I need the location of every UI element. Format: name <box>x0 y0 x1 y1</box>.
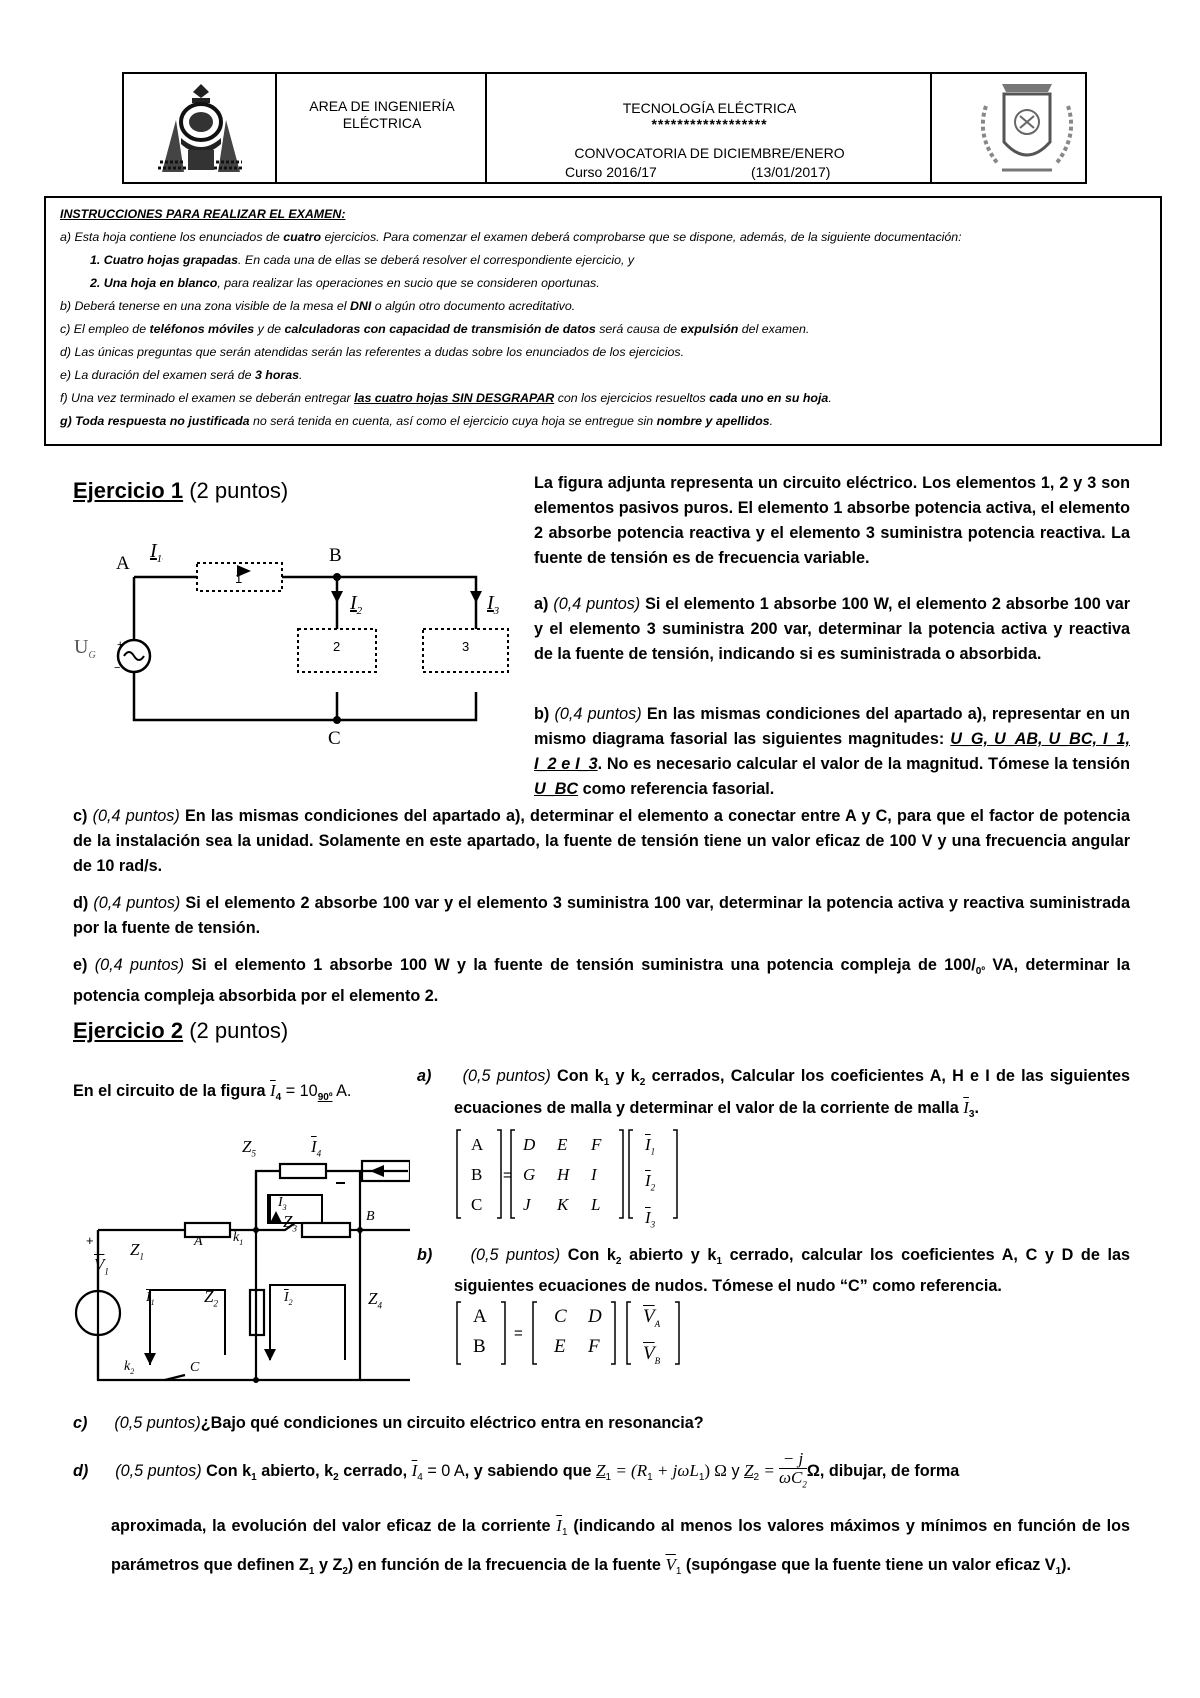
instruction-f-mid: con los ejercicios resueltos <box>554 391 710 405</box>
m1-2-1: K <box>557 1195 569 1214</box>
i3-letter: I <box>487 592 494 614</box>
m2-row-0 <box>554 1302 602 1332</box>
ex1-c-label: c) <box>73 807 88 825</box>
i2-letter: I <box>350 592 357 614</box>
ex2-v1-label <box>94 1255 109 1276</box>
instruction-c-end: del examen. <box>738 322 810 336</box>
ex2-d-z2: Z <box>744 1460 754 1480</box>
ex2-a-text2: y k <box>609 1067 640 1085</box>
area-cell <box>277 74 487 182</box>
course-year: Curso 2016/17 <box>565 164 657 180</box>
instruction-g-end: . <box>769 414 774 428</box>
ex2-c-text: ¿Bajo qué condiciones un circuito eléctrico entra en resonancia? <box>200 1414 704 1432</box>
element-2-label: 2 <box>333 639 341 654</box>
instruction-f-bold2: cada uno en su hoja <box>709 391 829 405</box>
ex2-d-l-sub: 1 <box>698 1472 705 1484</box>
instruction-c-text: c) El empleo de <box>60 322 150 336</box>
node-matrix <box>455 1300 695 1366</box>
mesh-i2-arrow-icon <box>264 1349 276 1361</box>
element-3-label: 3 <box>462 639 470 654</box>
ex1-c-points: (0,4 puntos) <box>92 807 180 825</box>
ex1-circuit-diagram <box>84 535 524 755</box>
z3-letter: Z <box>283 1212 293 1231</box>
instruction-b-text: b) Deberá tenerse en una zona visible de la mesa el <box>60 299 350 313</box>
node-matrix-right <box>643 1302 660 1376</box>
z2-sub: 2 <box>213 1298 218 1309</box>
ex2-d-ohm: Ω, dibujar, de forma <box>806 1461 960 1480</box>
element-1-label: 1 <box>235 571 243 586</box>
header-table <box>122 72 1087 184</box>
ex2-d-text2: abierto, k <box>256 1461 334 1480</box>
i2-sub: 2 <box>356 605 363 617</box>
ex2-d-z1-expr: = (R <box>611 1460 648 1480</box>
fig-i2-letter: $\overline{I}$ <box>284 1290 289 1305</box>
ex2-part-b <box>417 1243 1130 1299</box>
ex2-i1-label <box>146 1290 155 1307</box>
ex2-part-c <box>73 1411 1130 1436</box>
ex1-part-c <box>73 804 1130 879</box>
ex2-intro-text: En el circuito de la figura <box>73 1082 270 1100</box>
instruction-d: d) Las únicas preguntas que serán atendidas serán las referentes a dudas sobre los enunciados de los ejercicios. <box>60 345 685 359</box>
m1-right-0-letter: $\overline{I}$ <box>645 1135 651 1154</box>
instruction-a2-text: , para realizar las operaciones en sucio que se consideren oportunas. <box>217 276 600 290</box>
instruction-f-end: . <box>828 391 832 405</box>
svg-text:−: − <box>114 662 121 674</box>
ex2-b-label: b) <box>417 1246 433 1264</box>
ex1-e-text: Si el elemento 1 absorbe 100 W y la fuente de tensión suministra una potencia compleja de 100/ <box>184 956 976 974</box>
university-crest-icon <box>154 80 248 178</box>
ex2-d-z2-sub: 2 <box>753 1472 760 1484</box>
ex2-part-a <box>417 1064 1130 1127</box>
instruction-b-bold: DNI <box>349 299 372 313</box>
ex2-d-sub1: 1 <box>251 1472 257 1484</box>
m1-row-2 <box>523 1190 601 1220</box>
ex2-b-points: (0,5 puntos) <box>470 1246 561 1264</box>
mesh-matrix-left <box>471 1130 483 1220</box>
m2-right-1 <box>643 1339 660 1376</box>
m1-1-0: G <box>523 1165 536 1184</box>
m1-right-0-sub: 1 <box>650 1146 656 1157</box>
ex2-intro-i4-angle: 90º <box>317 1092 333 1104</box>
m1-1-1: H <box>557 1165 570 1184</box>
m2-right-1-letter: $\overline{V}$ <box>643 1342 655 1364</box>
ex2-z2 <box>204 1287 218 1308</box>
ex2-intro-i4-val: = 10 <box>281 1082 318 1100</box>
ex2-d-text7: y Z <box>314 1556 343 1575</box>
ex2-d-r-sub: 1 <box>647 1472 653 1484</box>
ex1-current-i3 <box>487 592 499 617</box>
node-matrix-left <box>473 1302 487 1362</box>
exam-date: (13/01/2017) <box>751 164 831 180</box>
ex2-title-points: (2 puntos) <box>189 1018 289 1043</box>
fig-i3-sub: 3 <box>282 1202 287 1212</box>
ex1-part-a <box>534 592 1130 667</box>
source-i4-arrow-icon <box>370 1165 384 1177</box>
z3-sub: 3 <box>292 1223 297 1234</box>
mesh-matrix-mid <box>523 1130 601 1220</box>
ex2-c-label: c) <box>73 1414 88 1432</box>
z1-sub: 1 <box>139 1251 144 1262</box>
instructions-title: INSTRUCCIONES PARA REALIZAR EL EXAMEN: <box>60 207 346 221</box>
ex2-d-y: y <box>731 1461 740 1480</box>
ex1-c-text: En las mismas condiciones del apartado a), determinar el elemento a conectar entre A y C, para que el factor de potencia de la instalación sea la unidad. Solamente en este apartado, la fuente de tensión tiene un valor eficaz de 100 V y una frecuencia angular de 10 rad/s. <box>73 807 1130 875</box>
i2-arrow-icon <box>331 591 343 603</box>
instruction-g-text: no será tenida en cuenta, así como el ejercicio cuya hoja se entregue sin <box>249 414 657 428</box>
ex2-b-text2: abierto y k <box>621 1246 717 1264</box>
area-name: AREA DE INGENIERÍA ELÉCTRICA <box>309 98 455 131</box>
instruction-a-bold: cuatro <box>283 230 322 244</box>
ex2-part-d-cont <box>111 1510 1130 1588</box>
m2-right-0-sub: A <box>654 1318 661 1329</box>
ex2-intro-i4-sub: 4 <box>275 1092 282 1104</box>
ex2-d-text1: Con k <box>201 1461 252 1480</box>
ex1-b-points: (0,4 puntos) <box>554 705 642 723</box>
m1-row-0 <box>523 1130 601 1160</box>
instruction-b-text-end: o algún otro documento acreditativo. <box>371 299 576 313</box>
ex2-d-sub2: 2 <box>333 1472 339 1484</box>
ex2-a-text: Con k <box>550 1067 604 1085</box>
instruction-c-bold1: teléfonos móviles <box>149 322 255 336</box>
subject-cell <box>487 74 932 182</box>
m2-0-0: C <box>554 1306 567 1327</box>
ex1-title-label: Ejercicio 1 <box>73 478 184 503</box>
ug-sub: G <box>88 650 96 661</box>
instruction-c-mid2: será causa de <box>595 322 681 336</box>
ex2-d-i4: $\overline{I}$ <box>411 1460 418 1480</box>
ex2-d-i4-val: = 0 A <box>422 1461 465 1480</box>
ex2-d-text9: (supóngase que la fuente tiene un valor eficaz V <box>681 1556 1056 1575</box>
ex2-d-frac-den <box>779 1469 807 1493</box>
ex2-z5 <box>242 1137 256 1158</box>
exam-call: CONVOCATORIA DE DICIEMBRE/ENERO <box>574 145 845 161</box>
svg-text:=: = <box>503 1167 512 1184</box>
ex1-b-reference: U_BC <box>534 780 579 798</box>
i3-sub: 3 <box>493 605 500 617</box>
instruction-c-bold3: expulsión <box>680 322 739 336</box>
instruction-a-text: a) Esta hoja contiene los enunciados de <box>60 230 284 244</box>
fig-i4-sub: 4 <box>316 1148 322 1159</box>
instruction-a1-bold: 1. Cuatro hojas grapadas <box>90 253 239 267</box>
fig-i4-letter: $\overline{I}$ <box>311 1137 317 1156</box>
ex2-d-z2s: 2 <box>342 1566 348 1578</box>
instruction-e <box>60 364 1160 387</box>
m1-0-1: E <box>557 1135 568 1154</box>
m1-left-2: C <box>471 1195 483 1214</box>
mesh-matrix <box>455 1128 695 1230</box>
ug-letter: U <box>74 636 89 658</box>
mesh-i3-arrow-icon <box>270 1211 282 1223</box>
university-logo-cell <box>124 74 277 182</box>
instruction-a1-text: . En cada una de ellas se deberá resolver el correspondiente ejercicio, y <box>238 253 635 267</box>
subject-title: TECNOLOGÍA ELÉCTRICA <box>622 100 797 116</box>
instruction-a <box>60 226 1160 249</box>
ex2-d-z1-expr3: ) Ω <box>704 1460 727 1480</box>
ex1-b-text: En las mismas condiciones del apartado a), representar en un mismo diagrama fasorial las siguientes magnitudes: <box>534 705 1131 748</box>
ex2-node-c: C <box>190 1360 200 1375</box>
i3-arrow-icon <box>470 591 482 603</box>
k2-sub: 2 <box>130 1366 135 1376</box>
ex1-a-points: (0,4 puntos) <box>553 595 641 613</box>
instruction-a2-bold: 2. Una hoja en blanco <box>90 276 218 290</box>
instruction-e-bold: 3 horas <box>254 368 300 382</box>
ex2-circuit-diagram <box>70 1135 410 1385</box>
ex2-switch-k1 <box>233 1230 243 1247</box>
m2-right-0 <box>643 1302 660 1339</box>
k1-sub: 1 <box>239 1237 244 1247</box>
ex2-d-fraction <box>779 1450 807 1493</box>
m2-0-1: D <box>588 1306 602 1327</box>
m2-left-0: A <box>473 1306 487 1327</box>
z5-sub: 5 <box>251 1148 256 1159</box>
ex1-part-d <box>73 891 1130 941</box>
instruction-f <box>60 387 1160 410</box>
ex2-a-points: (0,5 puntos) <box>462 1067 551 1085</box>
ex2-d-text8: ) en función de la frecuencia de la fuente <box>347 1556 666 1575</box>
ex2-z3 <box>283 1212 297 1233</box>
fig-i2-sub: 2 <box>288 1297 293 1307</box>
ex1-current-i2 <box>350 592 362 617</box>
ex2-title-label: Ejercicio 2 <box>73 1018 184 1043</box>
m1-row-1 <box>523 1160 601 1190</box>
ex2-d-z1-sub: 1 <box>605 1472 612 1484</box>
ex2-b-text: Con k <box>560 1246 616 1264</box>
ex1-b-text2: . No es necesario calcular el valor de la magnitud. Tómese la tensión <box>597 755 1130 773</box>
ex2-switch-k2 <box>124 1359 134 1376</box>
ex2-node-b: B <box>366 1209 375 1224</box>
instruction-c <box>60 318 1160 341</box>
m1-right-1-letter: $\overline{I}$ <box>645 1171 651 1191</box>
ex2-d-v1s: 1 <box>1055 1566 1062 1578</box>
instructions-box <box>44 196 1162 446</box>
ex1-title-points: (2 puntos) <box>189 478 289 503</box>
instruction-a-text-end: ejercicios. Para comenzar el examen deberá comprobarse que se dispone, además, de la siguiente documentación: <box>321 230 962 244</box>
fig-i1-sub: 1 <box>150 1297 155 1307</box>
ex2-a-sub1: 1 <box>603 1077 610 1089</box>
ex1-node-b: B <box>329 545 342 566</box>
m1-left-1: B <box>471 1165 483 1184</box>
z2-letter: Z <box>204 1287 214 1306</box>
ex1-node-c: C <box>328 728 341 749</box>
z4-sub: 4 <box>377 1300 382 1311</box>
ex1-d-label: d) <box>73 894 89 912</box>
school-seal-icon <box>972 76 1082 180</box>
ex2-a-end: . <box>974 1099 979 1118</box>
m1-right-2-letter: $\overline{I}$ <box>645 1207 651 1227</box>
ex2-i2-label <box>284 1290 293 1307</box>
ex2-d-z1s: 1 <box>308 1566 315 1578</box>
svg-text:+: + <box>117 639 124 651</box>
instruction-c-bold2: calculadoras con capacidad de transmisión de datos <box>284 322 596 336</box>
m1-left-0: A <box>471 1135 484 1154</box>
m1-2-0: J <box>523 1195 531 1214</box>
school-logo-cell <box>932 74 1085 182</box>
instruction-e-text: e) La duración del examen será de <box>60 368 255 382</box>
m1-right-1-sub: 2 <box>650 1182 656 1193</box>
m2-right-0-letter: $\overline{V}$ <box>643 1306 655 1327</box>
m1-right-1 <box>645 1166 655 1202</box>
ex2-d-text5: aproximada, la evolución del valor eficaz de la corriente <box>111 1517 557 1535</box>
mesh-i1-arrow-icon <box>144 1353 156 1365</box>
m1-right-0 <box>645 1130 655 1166</box>
ex1-node-a: A <box>116 553 130 574</box>
ex2-d-points: (0,5 puntos) <box>115 1461 202 1480</box>
v1-letter: $\overline{V}$ <box>94 1255 105 1274</box>
ex2-part-d <box>73 1450 1130 1494</box>
ex1-b-magnitudes: U_G, U_AB, U_BC, I_1, I_2 e I_3 <box>534 730 1130 773</box>
k1-letter: k <box>233 1230 240 1245</box>
z5-letter: Z <box>242 1137 252 1156</box>
ex2-d-v1: $\overline{V}$ <box>665 1555 676 1575</box>
ex1-e-label: e) <box>73 956 88 974</box>
ex2-d-frac-num: − j <box>779 1450 807 1469</box>
fig-i1-letter: $\overline{I}$ <box>146 1290 151 1305</box>
instruction-f-bold: las cuatro hojas SIN DESGRAPAR <box>354 391 555 405</box>
ex2-z4 <box>368 1289 382 1310</box>
instruction-a1 <box>60 249 1160 272</box>
instruction-g-bold: g) Toda respuesta no justificada <box>60 414 250 428</box>
instruction-e-end: . <box>299 368 303 382</box>
ex2-intro-i4: $\overline{I}$ <box>270 1081 276 1100</box>
ex1-part-b <box>534 702 1130 802</box>
ex2-d-text4: , y sabiendo que <box>464 1461 597 1480</box>
ex1-d-points: (0,4 puntos) <box>93 894 181 912</box>
ex2-d-text3: cerrado, <box>338 1461 412 1480</box>
ex2-d-frac-den-sub: 2 <box>802 1479 807 1490</box>
ex2-d-frac-den-text: ωC <box>779 1468 803 1487</box>
ex1-e-text2: VA, determinar la potencia compleja absorbida por el elemento 2. <box>73 956 1131 1006</box>
m2-left-1: B <box>473 1336 486 1357</box>
ex2-d-label: d) <box>73 1461 89 1480</box>
ex2-d-z1: Z <box>596 1460 606 1480</box>
ex1-b-text3: como referencia fasorial. <box>578 780 775 798</box>
instruction-b <box>60 295 1160 318</box>
mesh-matrix-right <box>645 1130 655 1239</box>
i1-letter: I <box>150 540 157 562</box>
ex2-v1-plus: + <box>86 1233 94 1248</box>
instruction-g-bold2: nombre y apellidos <box>656 414 770 428</box>
ex1-e-angle: 0º <box>975 966 985 978</box>
m1-right-2-sub: 3 <box>650 1219 656 1230</box>
ex2-a-label: a) <box>417 1067 432 1085</box>
ex2-intro <box>73 1078 351 1110</box>
ex2-z1 <box>130 1240 144 1261</box>
m1-0-2: F <box>591 1135 602 1154</box>
z1-letter: Z <box>130 1240 140 1259</box>
svg-text:=: = <box>514 1325 523 1342</box>
m2-1-1: F <box>588 1336 600 1357</box>
ex2-i3-label <box>278 1195 287 1212</box>
ex2-d-v1-sub: 1 <box>675 1566 682 1578</box>
ex2-a-i3: $\overline{I}$ <box>963 1098 969 1118</box>
instruction-a2 <box>60 272 1160 295</box>
ex2-a-text3: cerrados, Calcular los coeficientes A, H e I de las siguientes ecuaciones de malla y determinar el valor de la corriente de malla <box>454 1067 1130 1118</box>
ex2-b-sub1: 1 <box>716 1256 722 1268</box>
subject-stars: ****************** <box>651 116 768 132</box>
ex2-d-text10: ). <box>1061 1556 1072 1575</box>
ex1-part-e <box>73 953 1130 1009</box>
m2-row-1 <box>554 1332 602 1362</box>
ex1-intro: La figura adjunta representa un circuito eléctrico. Los elementos 1, 2 y 3 son elementos pasivos puros. El elemento 1 absorbe potencia activa, el elemento 2 absorbe potencia reactiva y el elemento 3 suministra potencia reactiva. La fuente de tensión es de frecuencia variable. <box>534 474 1130 567</box>
instruction-f-text: f) Una vez terminado el examen se deberán entregar <box>60 391 355 405</box>
ex2-node-a: A <box>194 1234 203 1249</box>
ex1-title <box>73 478 288 504</box>
ex2-d-z1-expr2: + jωL <box>652 1460 699 1480</box>
v1-sub: 1 <box>104 1266 109 1277</box>
m1-right-2 <box>645 1203 655 1239</box>
ex2-d-i4-sub: 4 <box>417 1472 423 1484</box>
ex2-d-z2-eq: = <box>759 1460 780 1480</box>
ex1-a-label: a) <box>534 595 549 613</box>
m1-1-2: I <box>591 1165 597 1184</box>
z4-letter: Z <box>368 1289 378 1308</box>
m1-2-2: L <box>591 1195 601 1214</box>
k2-letter: k <box>124 1359 131 1374</box>
ex2-intro-i4-unit: A. <box>332 1082 352 1100</box>
m1-0-0: D <box>523 1135 536 1154</box>
ex2-i4-label <box>311 1137 321 1158</box>
ex1-source-ug <box>74 636 96 661</box>
ex2-c-points: (0,5 puntos) <box>114 1414 201 1432</box>
ex1-current-i1 <box>150 540 162 565</box>
ex1-a-text: Si el elemento 1 absorbe 100 W, el elemento 2 absorbe 100 var y el elemento 3 suministra 200 var, determinar la potencia activa y reactiva de la fuente de tensión, indicando si es suministrada o absorbida. <box>534 595 1130 663</box>
ex2-title <box>73 1018 288 1044</box>
m2-1-0: E <box>554 1336 566 1357</box>
ex2-d-i1: $\overline{I}$ <box>556 1516 562 1535</box>
i1-sub: 1 <box>156 553 163 565</box>
ex2-d-text6: (indicando al menos los valores máximos y mínimos en función de los parámetros que definen Z <box>111 1517 1130 1575</box>
instruction-c-mid1: y de <box>254 322 285 336</box>
fig-i3-letter: $\overline{I}$ <box>278 1195 283 1210</box>
ex1-d-text: Si el elemento 2 absorbe 100 var y el elemento 3 suministra 100 var, determinar la potencia activa y reactiva suministrada por la fuente de tensión. <box>73 894 1130 937</box>
ex2-d-i1-sub: 1 <box>561 1527 568 1539</box>
ex2-a-sub2: 2 <box>639 1077 646 1089</box>
node-matrix-mid <box>554 1302 602 1362</box>
ex2-b-sub2: 2 <box>615 1256 622 1268</box>
m2-right-1-sub: B <box>654 1355 661 1366</box>
ex1-b-label: b) <box>534 705 550 723</box>
instruction-g <box>60 410 1160 433</box>
ex2-a-i3-sub: 3 <box>968 1109 975 1121</box>
ex2-b-text3: cerrado, calcular los coeficientes A, C y D de las siguientes ecuaciones de nudos. Tómese el nudo “C” como referencia. <box>454 1246 1130 1296</box>
ex1-e-points: (0,4 puntos) <box>94 956 185 974</box>
